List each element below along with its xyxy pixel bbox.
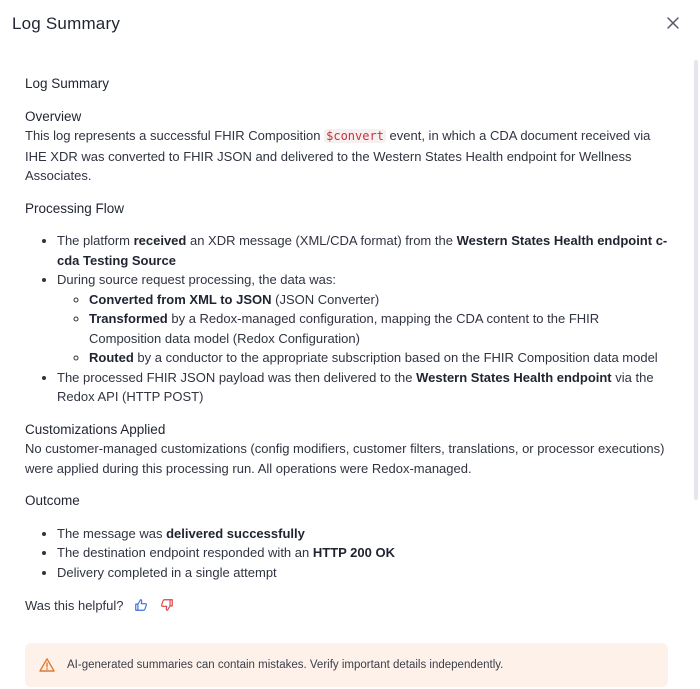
scrollbar[interactable] xyxy=(694,60,698,500)
ai-warning-banner xyxy=(25,643,668,687)
feedback-question: Was this helpful? xyxy=(25,598,124,613)
ai-warning-text: AI-generated summaries can contain mistakes. Verify important details independently. xyxy=(67,659,504,671)
close-button[interactable] xyxy=(664,14,682,32)
list-item: • Delivery completed in a single attempt xyxy=(57,563,670,583)
thumbs-up-button[interactable] xyxy=(134,598,150,614)
list-item: ◦ Converted from XML to JSON (JSON Converter) xyxy=(89,290,670,310)
list-item: • The platform received an XDR message (XML/CDA format) from the Western States Health endpoint c-cda Testing Source xyxy=(57,231,670,270)
convert-code: $convert xyxy=(326,129,384,143)
close-icon xyxy=(664,14,682,32)
customizations-title: Customizations Applied xyxy=(25,421,166,437)
list-item: • During source request processing, the data was: ◦ Converted from XML to JSON (JSON Converter) ◦ Transformed by a Redox-managed configuration, mapping the CDA content to the FHIR Composition data model (Redox Configuration) ◦ Routed by a conductor to the appropriate subscription based on the FHIR Composition data model xyxy=(57,270,670,368)
outcome-list xyxy=(25,524,670,583)
list-item: • The message was delivered successfully xyxy=(57,524,670,544)
feedback-row xyxy=(25,596,670,616)
list-item: ◦ Routed by a conductor to the appropriate subscription based on the FHIR Composition data model xyxy=(89,348,670,368)
list-item: • The destination endpoint responded with an HTTP 200 OK xyxy=(57,543,670,563)
warning-triangle-icon xyxy=(39,657,55,673)
outcome-title: Outcome xyxy=(25,493,80,508)
list-item: • The processed FHIR JSON payload was then delivered to the Western States Health endpoint via the Redox API (HTTP POST) xyxy=(57,368,670,407)
dialog-header xyxy=(0,0,700,50)
summary-heading: Log Summary xyxy=(25,76,110,91)
dialog-title: Log Summary xyxy=(12,14,121,33)
thumbs-down-icon xyxy=(160,598,174,612)
log-summary-content xyxy=(25,74,670,616)
list-item: ◦ Transformed by a Redox-managed configuration, mapping the CDA content to the FHIR Composition data model (Redox Configuration) xyxy=(89,309,670,348)
customizations-text: No customer-managed customizations (config modifiers, customer filters, translations, or processor executions) were applied during this processing run. All operations were Redox-managed. xyxy=(25,441,665,476)
overview-title: Overview xyxy=(25,108,82,124)
thumbs-up-icon xyxy=(134,598,148,612)
overview-text: This log represents a successful FHIR Composition $convert event, in which a CDA document received via IHE XDR was converted to FHIR JSON and delivered to the Western States Health endpoint for Wellness Associates. xyxy=(25,128,651,183)
processing-sub-list xyxy=(57,290,670,368)
thumbs-down-button[interactable] xyxy=(160,598,176,614)
processing-flow-list xyxy=(25,231,670,407)
processing-flow-title: Processing Flow xyxy=(25,200,125,216)
